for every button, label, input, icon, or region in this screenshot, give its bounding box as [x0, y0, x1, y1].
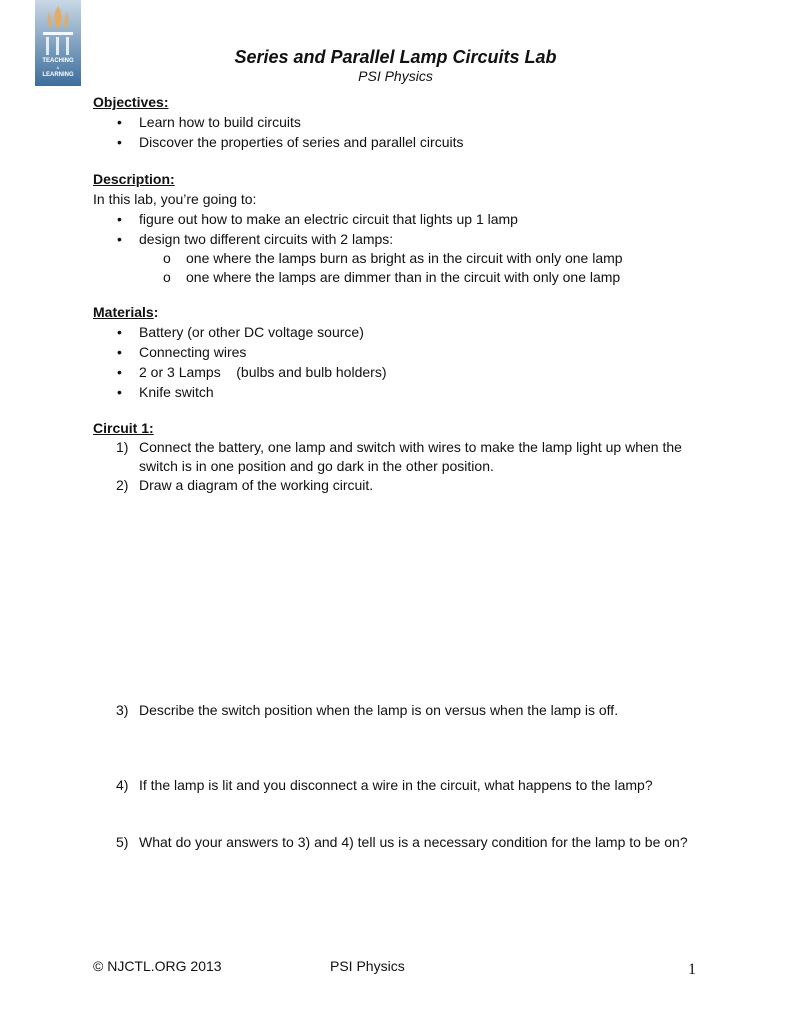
- materials-list: [93, 322, 387, 402]
- page-number: 1: [688, 961, 696, 978]
- list-item: • Connecting wires: [117, 344, 247, 360]
- bullet-icon: •: [117, 364, 122, 380]
- objectives-list: [93, 112, 464, 152]
- description-intro: In this lab, you’re going to:: [93, 191, 257, 207]
- footer-center: PSI Physics: [330, 958, 405, 974]
- list-item: • Learn how to build circuits: [117, 114, 301, 130]
- list-item: • Battery (or other DC voltage source): [117, 324, 364, 340]
- objectives-section: [93, 92, 464, 152]
- description-section: [93, 169, 623, 287]
- circle-bullet-icon: o: [163, 269, 171, 285]
- circuit1-section: [93, 418, 154, 438]
- footer-copyright: © NJCTL.ORG 2013: [93, 958, 222, 974]
- bullet-icon: •: [117, 211, 122, 227]
- sub-list-item: o one where the lamps burn as bright as in the circuit with only one lamp: [163, 250, 623, 266]
- materials-section: [93, 302, 387, 402]
- list-item: • Discover the properties of series and parallel circuits: [117, 134, 464, 150]
- svg-text:TEACHING: TEACHING: [42, 58, 74, 64]
- circle-bullet-icon: o: [163, 250, 171, 266]
- list-item: • figure out how to make an electric circuit that lights up 1 lamp: [117, 211, 518, 227]
- bullet-icon: •: [117, 134, 122, 150]
- description-list: [93, 209, 623, 287]
- bullet-icon: •: [117, 231, 122, 247]
- description-heading: Description:: [93, 171, 175, 187]
- list-item: • Knife switch: [117, 384, 214, 400]
- objectives-heading: Objectives:: [93, 94, 169, 110]
- sub-list-item: o one where the lamps are dimmer than in the circuit with only one lamp: [163, 269, 621, 285]
- bullet-icon: •: [117, 114, 122, 130]
- circuit1-heading: Circuit 1:: [93, 420, 154, 436]
- svg-text:LEARNING: LEARNING: [42, 72, 74, 78]
- page-subtitle: PSI Physics: [358, 68, 433, 84]
- materials-heading: Materials: [93, 304, 154, 320]
- list-item: • 2 or 3 Lamps (bulbs and bulb holders): [117, 364, 387, 380]
- bullet-icon: •: [117, 324, 122, 340]
- page-title: Series and Parallel Lamp Circuits Lab: [234, 47, 557, 67]
- materials-heading-line: Materials:: [93, 304, 159, 320]
- bullet-icon: •: [117, 384, 122, 400]
- bullet-icon: •: [117, 344, 122, 360]
- svg-text:&: &: [56, 65, 60, 70]
- list-item: • design two different circuits with 2 lamps:: [117, 231, 394, 247]
